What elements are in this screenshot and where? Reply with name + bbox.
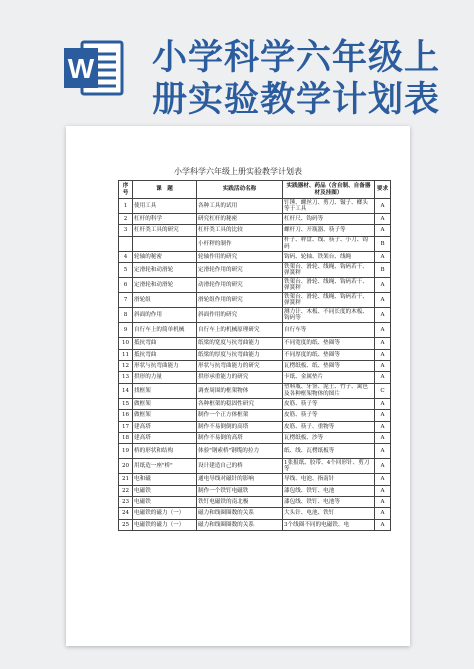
table-cell: 滑轮组: [133, 293, 197, 308]
table-cell: 定滑轮和动滑轮: [133, 263, 197, 278]
table-cell: 制作一个铁钉电磁铁: [197, 485, 283, 496]
table-cell: 钉锤、螺丝刀、剪刀、镊子、榔头等于工具: [283, 199, 375, 214]
table-cell: 3个线圈不同的电磁铁、电: [283, 519, 375, 530]
table-cell: 瓦楞纸板、纸、垫圈等: [283, 360, 375, 371]
table-cell: 制作不易倒倒的高塔: [197, 421, 283, 432]
table-row: [119, 519, 391, 530]
column-header: 实践器材、药品（含自制、自备器材及挂图）: [283, 181, 375, 199]
table-cell: 自行车等: [283, 323, 375, 338]
table-cell: A: [375, 225, 391, 236]
table-cell: 24: [119, 508, 133, 519]
table-cell: A: [375, 338, 391, 349]
table-cell: 抵抗弯曲: [133, 338, 197, 349]
table-cell: 铁钉电磁铁的南北极: [197, 497, 283, 508]
table-cell: 使用工具: [133, 199, 197, 214]
table-cell: 15: [119, 398, 133, 409]
table-cell: [133, 236, 197, 251]
table-cell: 形状与抗弯曲能力的研究: [197, 360, 283, 371]
table-cell: A: [375, 308, 391, 323]
table-row: [119, 308, 391, 323]
table-row: [119, 497, 391, 508]
table-cell: 杠杆类工具的研究: [133, 225, 197, 236]
table-row: [119, 508, 391, 519]
table-cell: A: [375, 519, 391, 530]
table-cell: 磁力和线圈圈数的关系: [197, 519, 283, 530]
table-row: [119, 474, 391, 485]
table-cell: 设计建造自己的桥: [197, 459, 283, 474]
table-cell: 电磁铁: [133, 497, 197, 508]
table-cell: 6: [119, 278, 133, 293]
column-header: 实践活动名称: [197, 181, 283, 199]
table-cell: 2: [119, 214, 133, 225]
table-row: [119, 199, 391, 214]
table-cell: 纸梁的厚度与抗弯曲能力: [197, 349, 283, 360]
table-cell: 测力计、木板、不同长度的木板、钩码等: [283, 308, 375, 323]
table-cell: 拱形承重能力的研究: [197, 372, 283, 383]
table-cell: 自行车上的机械原理研究: [197, 323, 283, 338]
document-title: 小学科学六年级上册实验教学计划表: [174, 167, 302, 176]
table-row: [119, 251, 391, 262]
table-cell: 磁力和线圈圈数的关系: [197, 508, 283, 519]
table-cell: 皮筋、筷子、重物等: [283, 421, 375, 432]
table-cell: 23: [119, 497, 133, 508]
table-cell: 漆包线、铁钉、电池: [283, 485, 375, 496]
table-cell: 铁架台、滑轮、线绳、钩码若干、弹簧秤: [283, 263, 375, 278]
table-cell: 小杆秤的制作: [197, 236, 283, 251]
column-header: 要求: [375, 181, 391, 199]
column-header: 序号: [119, 181, 133, 199]
table-row: [119, 236, 391, 251]
table-row: [119, 432, 391, 443]
table-cell: 桥的形状和结构: [133, 444, 197, 459]
table-cell: 调查周围的框架物体: [197, 383, 283, 398]
table-cell: 18: [119, 432, 133, 443]
table-cell: A: [375, 323, 391, 338]
table-row: [119, 323, 391, 338]
table-cell: 定滑轮和动滑轮: [133, 278, 197, 293]
table-cell: 电磁铁: [133, 485, 197, 496]
page-title-line-2: 册实验教学计划表: [152, 80, 441, 120]
table-row: [119, 278, 391, 293]
table-cell: A: [375, 360, 391, 371]
table-cell: 不同宽度的纸、垫圈等: [283, 338, 375, 349]
table-cell: A: [375, 372, 391, 383]
table-cell: 轮轴的秘密: [133, 251, 197, 262]
table-cell: 13: [119, 372, 133, 383]
table-cell: 杠杆的科学: [133, 214, 197, 225]
table-cell: 10: [119, 338, 133, 349]
table-cell: 卡纸、金属垫片: [283, 372, 375, 383]
table-cell: 1张报纸、胶带、4个回形针、剪刀等: [283, 459, 375, 474]
table-cell: 轮轴作用的研究: [197, 251, 283, 262]
table-cell: 电磁铁的磁力（一）: [133, 508, 197, 519]
table-cell: 做框架: [133, 410, 197, 421]
table-cell: 3: [119, 225, 133, 236]
table-cell: 杠杆尺、钩码等: [283, 214, 375, 225]
table-row: [119, 360, 391, 371]
table-cell: 动滑轮作用的研究: [197, 278, 283, 293]
table-cell: A: [375, 293, 391, 308]
table-cell: A: [375, 214, 391, 225]
table-cell: 22: [119, 485, 133, 496]
header-banner: [0, 0, 474, 118]
table-cell: 拱形的力量: [133, 372, 197, 383]
table-cell: A: [375, 508, 391, 519]
table-cell: 建高塔: [133, 421, 197, 432]
table-cell: 12: [119, 360, 133, 371]
table-cell: 4: [119, 251, 133, 262]
table-cell: 1: [119, 199, 133, 214]
table-row: [119, 349, 391, 360]
table-row: [119, 485, 391, 496]
table-cell: A: [375, 497, 391, 508]
table-cell: 斜面的作用: [133, 308, 197, 323]
table-row: [119, 410, 391, 421]
table-cell: A: [375, 199, 391, 214]
table-cell: 体验"钢索桥"钢缆的拉力: [197, 444, 283, 459]
table-cell: 找框架: [133, 383, 197, 398]
table-row: [119, 421, 391, 432]
table-cell: A: [375, 398, 391, 409]
table-cell: 21: [119, 474, 133, 485]
table-cell: 20: [119, 459, 133, 474]
table-cell: 抵抗弯曲: [133, 349, 197, 360]
table-cell: A: [375, 421, 391, 432]
table-cell: 25: [119, 519, 133, 530]
table-cell: 5: [119, 263, 133, 278]
table-cell: A: [375, 485, 391, 496]
table-cell: A: [375, 349, 391, 360]
svg-text:W: W: [67, 53, 95, 84]
table-cell: 17: [119, 421, 133, 432]
table-cell: 斜面作用的研究: [197, 308, 283, 323]
table-cell: 研究杠杆的秘密: [197, 214, 283, 225]
table-row: [119, 338, 391, 349]
table-row: [119, 398, 391, 409]
table-cell: A: [375, 459, 391, 474]
table-row: [119, 459, 391, 474]
table-cell: 形状与抗弯曲能力: [133, 360, 197, 371]
plan-table: [118, 180, 391, 531]
table-cell: 漆包线、铁钉、电池等: [283, 497, 375, 508]
table-cell: A: [375, 444, 391, 459]
table-cell: 滑轮组作用的研究: [197, 293, 283, 308]
table-cell: 定滑轮作用的研究: [197, 263, 283, 278]
table-cell: A: [375, 474, 391, 485]
table-header-row: [119, 181, 391, 199]
table-cell: 瓦楞纸板、沙等: [283, 432, 375, 443]
table-cell: 杠杆类工具的比较: [197, 225, 283, 236]
table-cell: 不同厚度的纸、垫圈等: [283, 349, 375, 360]
table-cell: 大头针、电池、铁钉: [283, 508, 375, 519]
table-cell: 纸、线、瓦楞纸板等: [283, 444, 375, 459]
table-cell: 电磁铁的磁力（一）: [133, 519, 197, 530]
table-cell: B: [375, 236, 391, 251]
table-cell: 14: [119, 383, 133, 398]
table-cell: 皮筋、筷子等: [283, 410, 375, 421]
table-row: [119, 383, 391, 398]
table-cell: 11: [119, 349, 133, 360]
table-cell: 16: [119, 410, 133, 421]
table-cell: 各种工具的试用: [197, 199, 283, 214]
table-cell: 电和磁: [133, 474, 197, 485]
word-document-icon: [62, 36, 126, 100]
document-page: [66, 126, 410, 646]
table-cell: [119, 236, 133, 251]
table-cell: 杆子、秤盘、线、筷子、小刀、钩码: [283, 236, 375, 251]
table-cell: 建高塔: [133, 432, 197, 443]
table-cell: 自行车上的简单机械: [133, 323, 197, 338]
table-cell: A: [375, 432, 391, 443]
table-cell: 制作不易倒的高塔: [197, 432, 283, 443]
table-row: [119, 444, 391, 459]
table-cell: 用纸造一座"桥": [133, 459, 197, 474]
page-title-line-1: 小学科学六年级上: [152, 38, 441, 78]
table-cell: 钩码、轮轴、铁架台、线绳: [283, 251, 375, 262]
table-cell: 通电导线对磁针的影响: [197, 474, 283, 485]
table-row: [119, 214, 391, 225]
table-cell: 螺杆刀、开瓶器、筷子等: [283, 225, 375, 236]
table-cell: A: [375, 410, 391, 421]
table-cell: 铁架台、滑轮、线绳、钩码若干、弹簧秤: [283, 278, 375, 293]
table-cell: 9: [119, 323, 133, 338]
table-row: [119, 293, 391, 308]
table-row: [119, 225, 391, 236]
table-cell: 纸梁的宽度与抗弯曲能力: [197, 338, 283, 349]
table-cell: 做框架: [133, 398, 197, 409]
table-cell: 8: [119, 308, 133, 323]
table-cell: A: [375, 251, 391, 262]
table-cell: 19: [119, 444, 133, 459]
table-cell: 7: [119, 293, 133, 308]
table-cell: 铁架台、滑轮、线绳、钩码若干、弹簧秤: [283, 293, 375, 308]
table-cell: 塑料瓶、牙签、泥土、竹子、篱笆及各种框架物体的图片: [283, 383, 375, 398]
table-row: [119, 372, 391, 383]
table-cell: 皮筋、筷子等: [283, 398, 375, 409]
table-cell: A: [375, 278, 391, 293]
table-cell: C: [375, 383, 391, 398]
table-row: [119, 263, 391, 278]
table-cell: B: [375, 263, 391, 278]
table-cell: 制作一个正方体框架: [197, 410, 283, 421]
column-header: 课 题: [133, 181, 197, 199]
table-cell: 导线、电池、指南针: [283, 474, 375, 485]
table-body: [119, 199, 391, 531]
table-cell: 各种框架的稳固性研究: [197, 398, 283, 409]
